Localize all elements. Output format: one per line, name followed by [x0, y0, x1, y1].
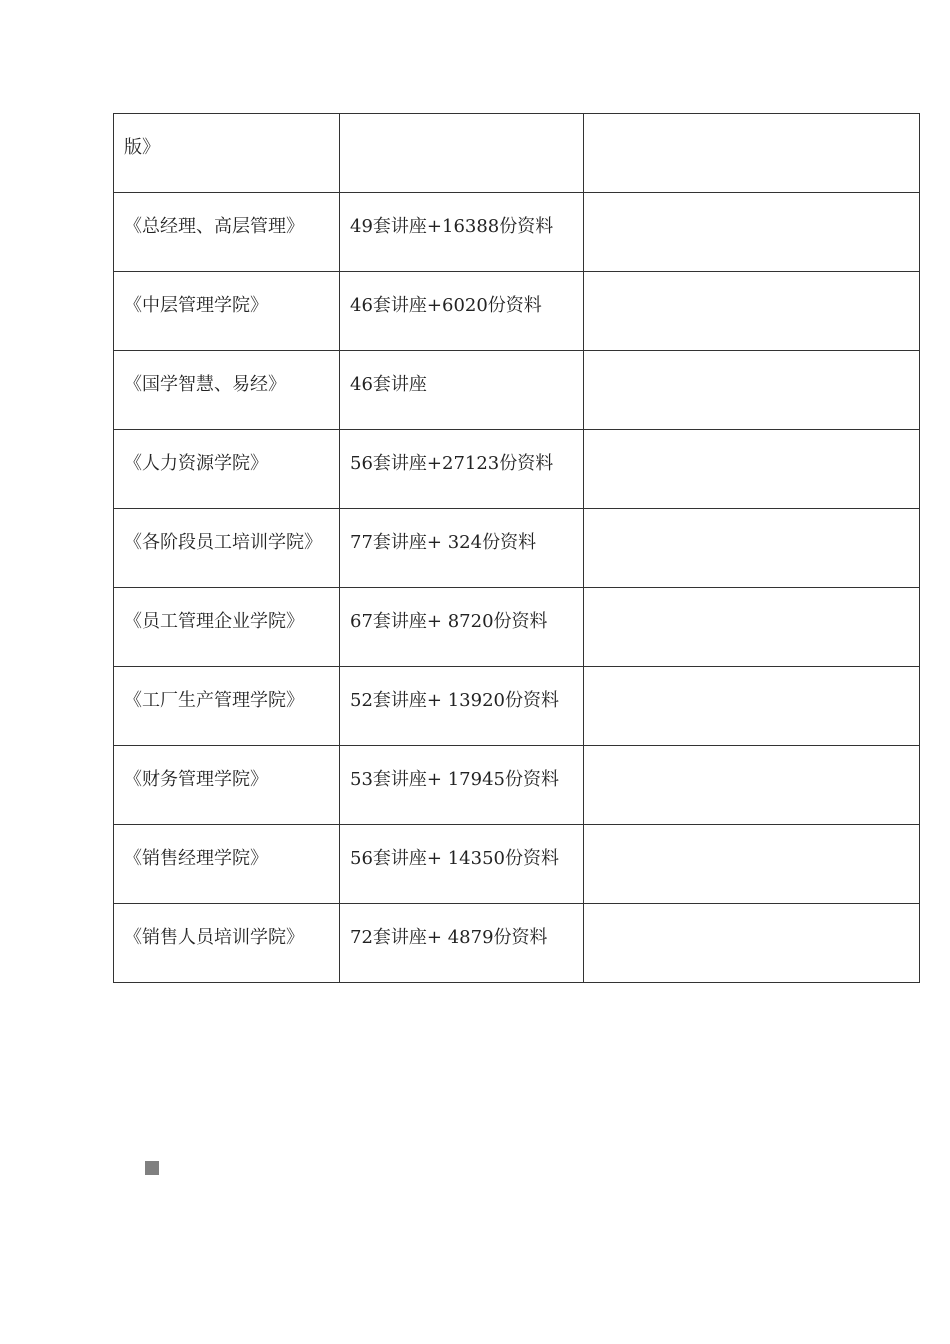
course-table: [113, 113, 920, 983]
course-note-cell: [584, 667, 920, 746]
course-content: 52套讲座+ 13920份资料: [350, 690, 559, 711]
course-name: 《各阶段员工培训学院》: [124, 532, 322, 553]
course-name: 《国学智慧、易经》: [124, 374, 286, 395]
course-content: 72套讲座+ 4879份资料: [350, 927, 548, 948]
course-content: 53套讲座+ 17945份资料: [350, 769, 559, 790]
course-note-cell: [584, 904, 920, 983]
table-row: [114, 193, 920, 272]
course-name: 版》: [124, 137, 160, 158]
course-name-cell: [114, 588, 340, 667]
course-content-cell: [340, 193, 584, 272]
course-note-cell: [584, 746, 920, 825]
course-content: 56套讲座+ 14350份资料: [350, 848, 559, 869]
course-name-cell: [114, 904, 340, 983]
course-note-cell: [584, 351, 920, 430]
course-content-cell: [340, 351, 584, 430]
course-note-cell: [584, 193, 920, 272]
course-content-cell: [340, 667, 584, 746]
table-row: [114, 588, 920, 667]
course-name-cell: [114, 509, 340, 588]
course-content: 46套讲座: [350, 374, 427, 395]
course-content: 77套讲座+ 324份资料: [350, 532, 537, 553]
course-content-cell: [340, 904, 584, 983]
course-note-cell: [584, 430, 920, 509]
course-content-cell: [340, 272, 584, 351]
course-note-cell: [584, 588, 920, 667]
table-row: [114, 904, 920, 983]
course-name-cell: [114, 114, 340, 193]
course-name-cell: [114, 667, 340, 746]
course-content-cell: [340, 588, 584, 667]
table-row: [114, 746, 920, 825]
course-content: 49套讲座+16388份资料: [350, 216, 554, 237]
table-row: [114, 114, 920, 193]
course-content-cell: [340, 430, 584, 509]
course-name: 《总经理、高层管理》: [124, 216, 304, 237]
course-note-cell: [584, 272, 920, 351]
table-row: [114, 272, 920, 351]
course-name: 《财务管理学院》: [124, 769, 268, 790]
table-row: [114, 430, 920, 509]
course-name-cell: [114, 746, 340, 825]
course-note-cell: [584, 114, 920, 193]
course-name-cell: [114, 193, 340, 272]
course-content-cell: [340, 746, 584, 825]
table-row: [114, 667, 920, 746]
course-content: 67套讲座+ 8720份资料: [350, 611, 548, 632]
course-name-cell: [114, 430, 340, 509]
course-note-cell: [584, 825, 920, 904]
course-name: 《销售人员培训学院》: [124, 927, 304, 948]
course-name: 《人力资源学院》: [124, 453, 268, 474]
table-row: [114, 509, 920, 588]
course-name: 《中层管理学院》: [124, 295, 268, 316]
square-bullet-icon: [145, 1161, 159, 1175]
table-row: [114, 351, 920, 430]
course-name: 《销售经理学院》: [124, 848, 268, 869]
course-name: 《工厂生产管理学院》: [124, 690, 304, 711]
course-name: 《员工管理企业学院》: [124, 611, 304, 632]
course-name-cell: [114, 351, 340, 430]
course-content-cell: [340, 509, 584, 588]
course-name-cell: [114, 825, 340, 904]
course-content-cell: [340, 114, 584, 193]
course-name-cell: [114, 272, 340, 351]
course-content-cell: [340, 825, 584, 904]
course-content: 46套讲座+6020份资料: [350, 295, 542, 316]
course-note-cell: [584, 509, 920, 588]
table-row: [114, 825, 920, 904]
course-content: 56套讲座+27123份资料: [350, 453, 554, 474]
